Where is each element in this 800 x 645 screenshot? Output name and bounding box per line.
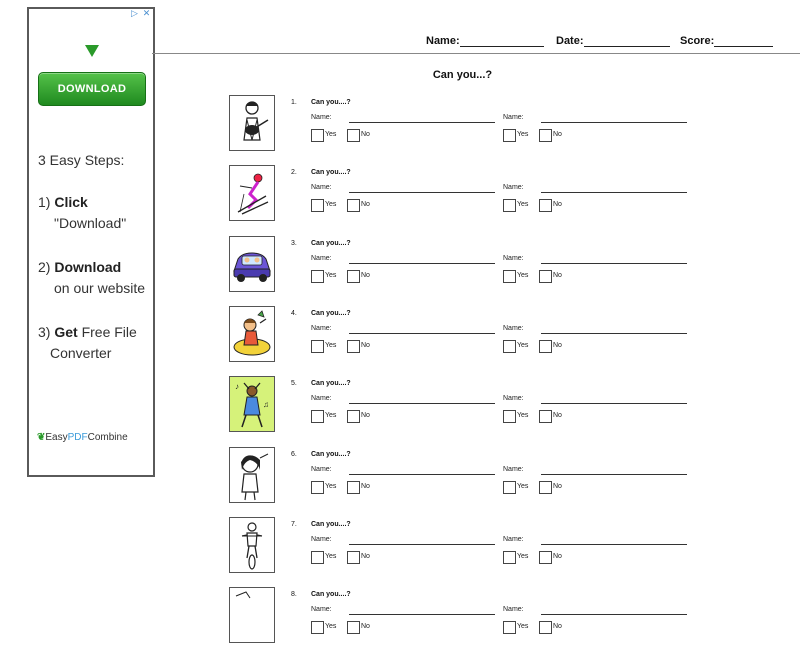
brand-part-pdf: PDF [67,432,88,443]
no-label-right: No [553,131,562,138]
question-text: Can you....? [311,521,351,528]
yes-label-left: Yes [325,342,337,349]
yes-checkbox-right[interactable] [503,621,516,634]
yes-label-right: Yes [517,412,529,419]
no-checkbox-left[interactable] [347,481,360,494]
worksheet-title: Can you...? [432,69,493,81]
answer-name-line-left[interactable] [349,122,495,123]
score-label: Score: [680,35,715,47]
question-item [229,95,699,153]
no-label-right: No [553,201,562,208]
yes-checkbox-right[interactable] [503,199,516,212]
question-item [229,517,699,575]
question-text: Can you....? [311,591,351,598]
activity-picture [229,165,275,221]
answer-name-line-right[interactable] [541,122,687,123]
yes-checkbox-left[interactable] [311,481,324,494]
yes-label-right: Yes [517,553,529,560]
answer-name-line-left[interactable] [349,192,495,193]
no-checkbox-left[interactable] [347,340,360,353]
yes-checkbox-left[interactable] [311,270,324,283]
answer-name-label-right: Name: [503,184,524,191]
no-checkbox-left[interactable] [347,270,360,283]
no-label-right: No [553,553,562,560]
yes-checkbox-right[interactable] [503,551,516,564]
yes-label-right: Yes [517,272,529,279]
ad-step-3 [38,322,137,364]
yes-label-left: Yes [325,131,337,138]
answer-name-label-right: Name: [503,255,524,262]
answer-name-line-right[interactable] [541,544,687,545]
question-text: Can you....? [311,240,351,247]
yes-label-right: Yes [517,483,529,490]
yes-checkbox-left[interactable] [311,410,324,423]
question-item [229,236,699,294]
no-checkbox-left[interactable] [347,199,360,212]
no-label-left: No [361,412,370,419]
activity-picture [229,306,275,362]
activity-picture [229,447,275,503]
activity-picture [229,587,275,643]
header-divider [152,53,800,54]
no-label-left: No [361,272,370,279]
answer-name-line-left[interactable] [349,403,495,404]
ad-heading: 3 Easy Steps: [38,152,125,168]
question-number: 4. [291,310,297,317]
no-checkbox-right[interactable] [539,551,552,564]
date-field[interactable] [556,35,670,47]
no-label-right: No [553,272,562,279]
answer-name-line-right[interactable] [541,263,687,264]
answer-name-label-left: Name: [311,325,332,332]
answer-name-label-right: Name: [503,114,524,121]
date-line[interactable] [584,36,670,47]
score-field[interactable] [680,35,773,47]
brand-part-easy: Easy [45,432,68,443]
ad-step-2 [38,257,145,299]
answer-name-label-right: Name: [503,536,524,543]
yes-label-right: Yes [517,342,529,349]
ad-step-2-action: Download [54,259,122,275]
no-label-right: No [553,342,562,349]
no-checkbox-right[interactable] [539,481,552,494]
advertisement-panel [27,7,155,477]
ad-step-1-action: Click [54,194,88,210]
answer-name-line-left[interactable] [349,333,495,334]
ad-step-3-detail-b: Converter [50,345,112,361]
no-checkbox-right[interactable] [539,410,552,423]
yes-label-right: Yes [517,623,529,630]
no-checkbox-left[interactable] [347,410,360,423]
yes-label-right: Yes [517,201,529,208]
no-checkbox-right[interactable] [539,199,552,212]
activity-picture [229,236,275,292]
answer-name-line-left[interactable] [349,614,495,615]
answer-name-line-right[interactable] [541,333,687,334]
answer-name-line-right[interactable] [541,403,687,404]
question-item [229,306,699,364]
student-name-field[interactable] [426,35,544,47]
ad-choices[interactable] [130,10,151,19]
student-name-line[interactable] [460,36,544,47]
ad-step-1-detail: "Download" [54,215,127,231]
leaf-icon: ❦ [37,432,46,443]
yes-label-left: Yes [325,483,337,490]
ad-step-3-number: 3) [38,324,51,340]
no-checkbox-right[interactable] [539,270,552,283]
date-label: Date: [556,35,584,47]
question-number: 7. [291,521,297,528]
no-checkbox-left[interactable] [347,551,360,564]
question-number: 2. [291,169,297,176]
answer-name-label-right: Name: [503,395,524,402]
activity-picture [229,95,275,151]
no-label-left: No [361,623,370,630]
answer-name-line-left[interactable] [349,263,495,264]
answer-name-label-right: Name: [503,606,524,613]
ad-step-1-number: 1) [38,194,51,210]
no-label-left: No [361,201,370,208]
question-number: 1. [291,99,297,106]
answer-name-line-right[interactable] [541,192,687,193]
yes-checkbox-right[interactable] [503,481,516,494]
answer-name-line-right[interactable] [541,474,687,475]
no-label-left: No [361,342,370,349]
no-label-right: No [553,412,562,419]
answer-name-label-left: Name: [311,255,332,262]
download-button[interactable]: DOWNLOAD [38,72,146,106]
yes-label-left: Yes [325,201,337,208]
down-arrow-icon [85,45,99,57]
no-checkbox-right[interactable] [539,129,552,142]
yes-checkbox-left[interactable] [311,340,324,353]
ad-step-1 [38,192,126,234]
yes-checkbox-right[interactable] [503,340,516,353]
question-item [229,587,699,645]
no-label-left: No [361,483,370,490]
ad-step-3-detail-a: Free File [81,324,137,340]
svg-text:♪: ♪ [235,382,239,391]
ad-step-2-number: 2) [38,259,51,275]
question-text: Can you....? [311,99,351,106]
yes-checkbox-left[interactable] [311,199,324,212]
yes-label-left: Yes [325,272,337,279]
answer-name-label-left: Name: [311,114,332,121]
yes-checkbox-left[interactable] [311,129,324,142]
question-number: 6. [291,451,297,458]
activity-picture [229,517,275,573]
yes-checkbox-right[interactable] [503,129,516,142]
no-checkbox-left[interactable] [347,621,360,634]
ad-close-icon[interactable]: ✕ [142,9,151,19]
yes-checkbox-right[interactable] [503,410,516,423]
answer-name-line-left[interactable] [349,474,495,475]
no-label-left: No [361,553,370,560]
answer-name-label-left: Name: [311,536,332,543]
question-item [229,165,699,223]
question-item [229,376,699,434]
no-checkbox-right[interactable] [539,340,552,353]
question-text: Can you....? [311,451,351,458]
answer-name-label-right: Name: [503,466,524,473]
answer-name-label-left: Name: [311,466,332,473]
question-number: 5. [291,380,297,387]
no-checkbox-right[interactable] [539,621,552,634]
yes-checkbox-left[interactable] [311,621,324,634]
yes-checkbox-left[interactable] [311,551,324,564]
question-text: Can you....? [311,169,351,176]
ad-info-icon[interactable]: ▷ [131,9,138,19]
yes-label-left: Yes [325,623,337,630]
answer-name-label-left: Name: [311,184,332,191]
answer-name-label-right: Name: [503,325,524,332]
answer-name-label-left: Name: [311,606,332,613]
yes-label-left: Yes [325,412,337,419]
student-name-label: Name: [426,35,460,47]
ad-step-2-detail: on our website [54,280,146,296]
no-checkbox-left[interactable] [347,129,360,142]
answer-name-line-left[interactable] [349,544,495,545]
question-text: Can you....? [311,380,351,387]
brand-part-combine: Combine [87,432,128,443]
yes-checkbox-right[interactable] [503,270,516,283]
score-line[interactable] [714,36,773,47]
answer-name-line-right[interactable] [541,614,687,615]
question-item [229,447,699,505]
question-text: Can you....? [311,310,351,317]
svg-text:♫: ♫ [263,400,269,409]
question-number: 3. [291,240,297,247]
yes-label-right: Yes [517,131,529,138]
no-label-right: No [553,623,562,630]
answer-name-label-left: Name: [311,395,332,402]
no-label-right: No [553,483,562,490]
easypdfcombine-logo[interactable] [37,432,128,443]
question-number: 8. [291,591,297,598]
no-label-left: No [361,131,370,138]
yes-label-left: Yes [325,553,337,560]
ad-step-3-action: Get [54,324,78,340]
activity-picture [229,376,275,432]
